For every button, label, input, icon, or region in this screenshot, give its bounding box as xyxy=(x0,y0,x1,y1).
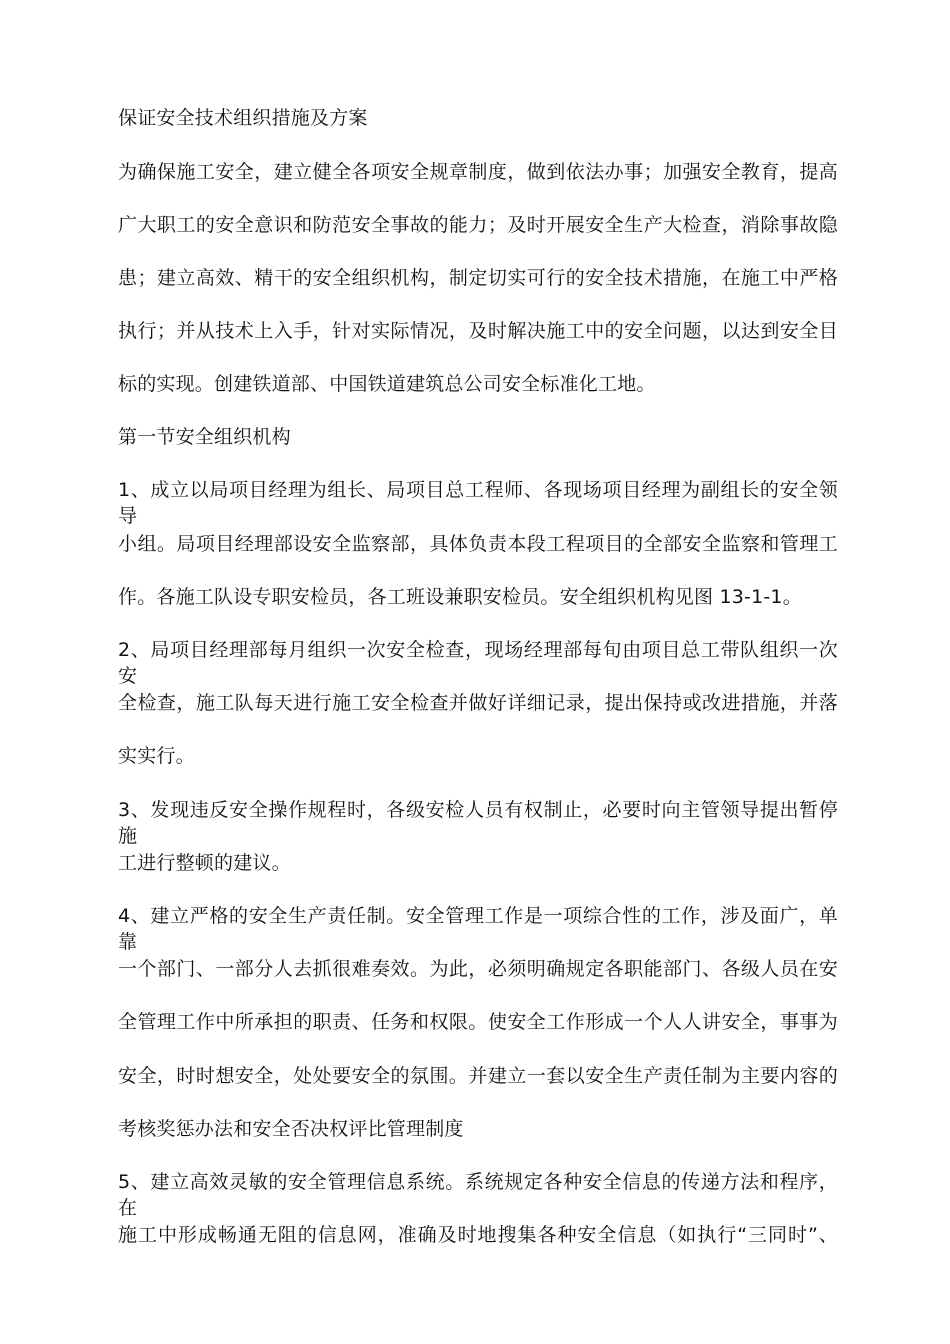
document-title: 保证安全技术组织措施及方案 xyxy=(118,107,368,129)
item5-line-2: 施工中形成畅通无阻的信息网，准确及时地搜集各种安全信息（如执行“三同时”、 xyxy=(118,1224,838,1246)
item2-line-2: 全检查，施工队每天进行施工安全检查并做好详细记录，提出保持或改进措施，并落 xyxy=(118,692,838,714)
item1-line-2: 小组。局项目经理部设安全监察部，具体负责本段工程项目的全部安全监察和管理工 xyxy=(118,533,838,555)
item4-line-4: 安全，时时想安全，处处要安全的氛围。并建立一套以安全生产责任制为主要内容的 xyxy=(118,1065,838,1087)
item4-line-5: 考核奖惩办法和安全否决权评比管理制度 xyxy=(118,1118,464,1140)
item5-line-1: 5、建立高效灵敏的安全管理信息系统。系统规定各种安全信息的传递方法和程序，在 xyxy=(118,1171,838,1219)
section-heading: 第一节安全组织机构 xyxy=(118,426,291,448)
item2-line-1: 2、局项目经理部每月组织一次安全检查，现场经理部每旬由项目总工带队组织一次安 xyxy=(118,639,838,687)
item4-line-1: 4、建立严格的安全生产责任制。安全管理工作是一项综合性的工作，涉及面广，单靠 xyxy=(118,905,838,953)
intro-line-2: 广大职工的安全意识和防范安全事故的能力；及时开展安全生产大检查，消除事故隐 xyxy=(118,214,838,236)
intro-line-3: 患；建立高效、精干的安全组织机构，制定切实可行的安全技术措施，在施工中严格 xyxy=(118,267,838,289)
intro-line-5: 标的实现。创建铁道部、中国铁道建筑总公司安全标准化工地。 xyxy=(118,373,656,395)
item3-line-1: 3、发现违反安全操作规程时，各级安检人员有权制止，必要时向主管领导提出暂停施 xyxy=(118,799,838,847)
item4-line-2: 一个部门、一部分人去抓很难奏效。为此，必须明确规定各职能部门、各级人员在安 xyxy=(118,958,838,980)
intro-line-4: 执行；并从技术上入手，针对实际情况，及时解决施工中的安全问题，以达到安全目 xyxy=(118,320,838,342)
intro-line-1: 为确保施工安全，建立健全各项安全规章制度，做到依法办事；加强安全教育，提高 xyxy=(118,161,838,183)
item2-line-3: 实实行。 xyxy=(118,745,195,767)
item1-line-1: 1、成立以局项目经理为组长、局项目总工程师、各现场项目经理为副组长的安全领导 xyxy=(118,479,838,527)
item4-line-3: 全管理工作中所承担的职责、任务和权限。使安全工作形成一个人人讲安全，事事为 xyxy=(118,1011,838,1033)
item3-line-2: 工进行整顿的建议。 xyxy=(118,852,291,874)
item1-line-3: 作。各施工队设专职安检员，各工班设兼职安检员。安全组织机构见图 13-1-1。 xyxy=(118,586,802,608)
